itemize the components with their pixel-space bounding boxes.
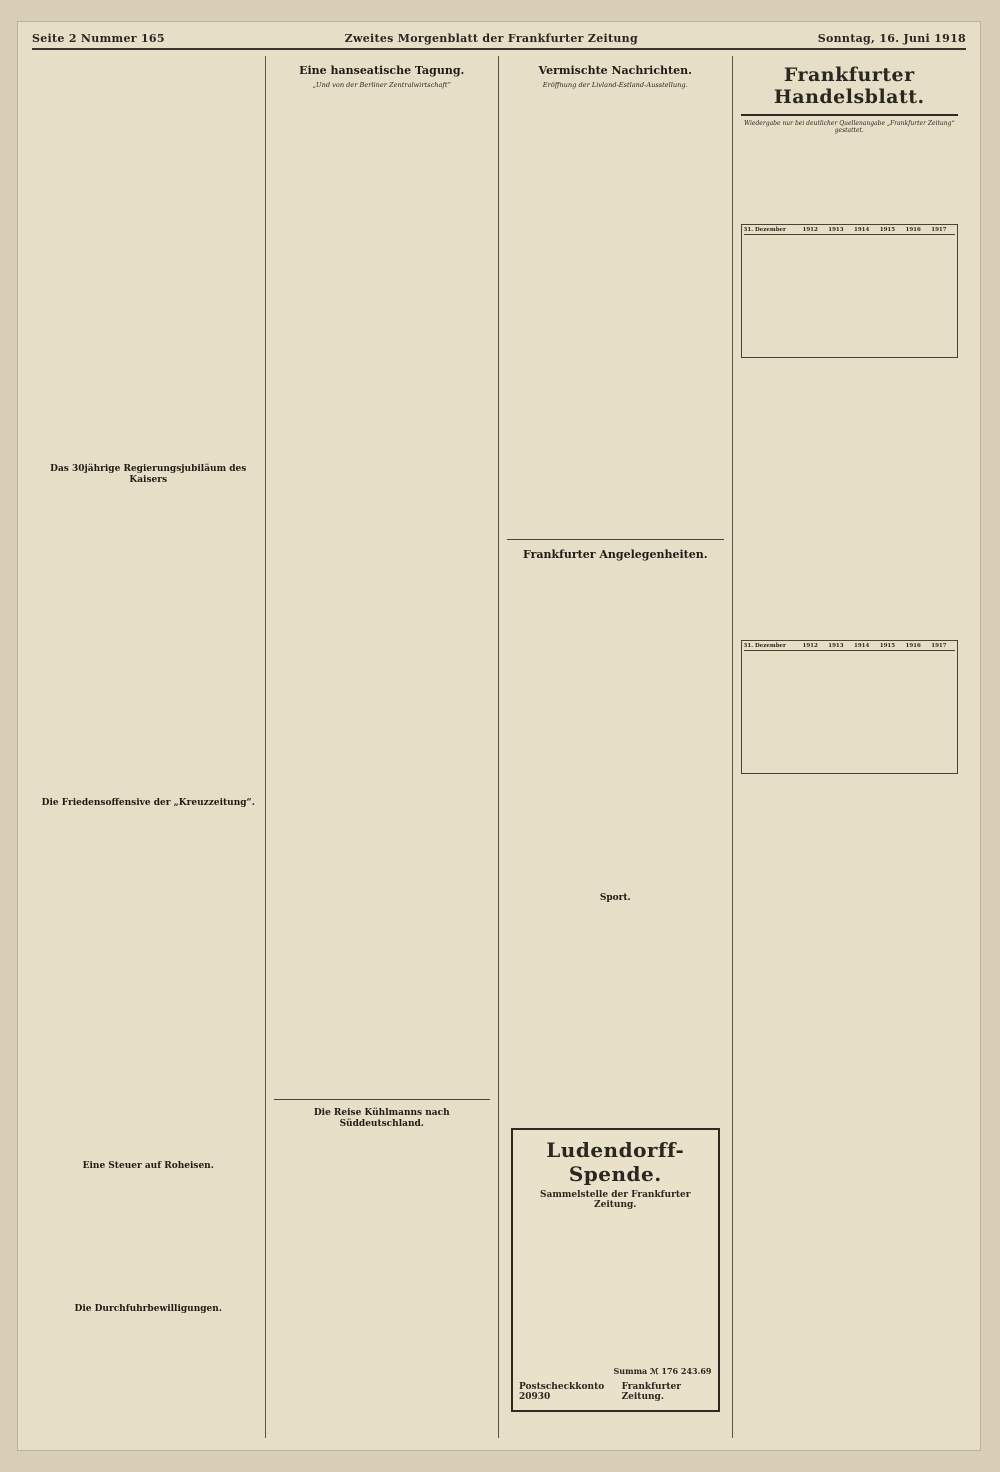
body-text-block [741,364,959,634]
table-header-cell: 1914 [854,643,870,649]
article-headline: Die Friedensoffensive der „Kreuzzeitung“. [41,798,255,808]
body-text-block [507,565,724,885]
article-subheadline: Eröffnung der Livland-Estland-Ausstellung. [542,81,688,89]
financial-table [741,224,959,358]
body-text-block [40,56,257,456]
table-body [744,235,956,355]
columns [32,56,966,1438]
table-header-cell: 1912 [802,227,818,233]
article-headline: Vermischte Nachrichten. [538,64,692,77]
masthead-note: Wiedergabe nur bei deutlicher Quellenangabe „Frankfurter Zeitung“ gestattet. [743,120,955,134]
body-text-block [507,908,724,1118]
table-header-cell: 1914 [854,227,870,233]
table-header-cell: 1917 [931,643,947,649]
body-text-block [741,138,959,218]
divider [274,1099,491,1100]
paper-edition: Zweites Morgenblatt der Frankfurter Zeitung [344,31,638,45]
table-header-cell: 31. Dezember [743,643,786,649]
table-header-cell: 1913 [828,227,844,233]
article-subheadline: „Und von der Berliner Zentralwirtschaft“ [312,81,451,89]
body-text-block [507,93,724,533]
ad-body [519,1216,712,1366]
table-header-cell: 31. Dezember [743,227,786,233]
handelsblatt-masthead: Frankfurter Handelsblatt. [741,56,959,116]
newspaper-page [18,22,980,1450]
table-body [744,651,956,771]
article-headline: Eine Steuer auf Roheisen. [82,1161,214,1171]
table-header-cell: 1913 [828,643,844,649]
ad-sum-label: Summa [613,1366,648,1376]
body-text-block [40,490,257,790]
article-headline: Das 30jährige Regierungsjubiläum des Kaisers [50,464,247,485]
table-header-cell: 1915 [879,643,896,649]
table-header-cell: 1915 [879,227,896,233]
ad-paper-name: Frankfurter Zeitung. [621,1382,681,1402]
column-1 [32,56,266,1438]
article-headline: Sport. [599,893,631,903]
ad-sum-value: ℳ 176 243.69 [650,1366,712,1376]
body-text-block [274,93,491,1093]
ad-footer [519,1382,712,1402]
table-header-row [744,227,956,235]
ludendorff-ad [511,1128,720,1412]
page-number: Seite 2 Nummer 165 [32,31,165,45]
article-headline: Die Reise Kühlmanns nach Süddeutschland. [313,1108,450,1129]
ad-title: Ludendorff-Spende. [546,1138,685,1186]
body-text-block [40,1176,257,1296]
table-header-cell: 1916 [905,643,921,649]
ad-subtitle: Sammelstelle der Frankfurter Zeitung. [540,1190,691,1210]
table-header-cell: 1916 [905,227,921,233]
article-headline: Die Durchfuhrbewilligungen. [74,1304,222,1314]
divider [507,539,724,540]
article-headline: Frankfurter Angelegenheiten. [522,548,708,561]
column-4 [733,56,967,1438]
table-header-cell: 1912 [802,643,818,649]
table-header-row [744,643,956,651]
running-head [32,28,966,50]
column-2 [266,56,500,1438]
column-3 [499,56,733,1438]
table-header-cell: 1917 [931,227,947,233]
issue-date: Sonntag, 16. Juni 1918 [817,31,966,45]
article-headline: Eine hanseatische Tagung. [299,64,465,77]
body-text-block [40,56,257,1438]
ad-sum [519,1366,712,1376]
postscheck: Postscheckkonto 20930 [519,1382,605,1402]
body-text-block [40,813,257,1153]
financial-table [741,640,959,774]
